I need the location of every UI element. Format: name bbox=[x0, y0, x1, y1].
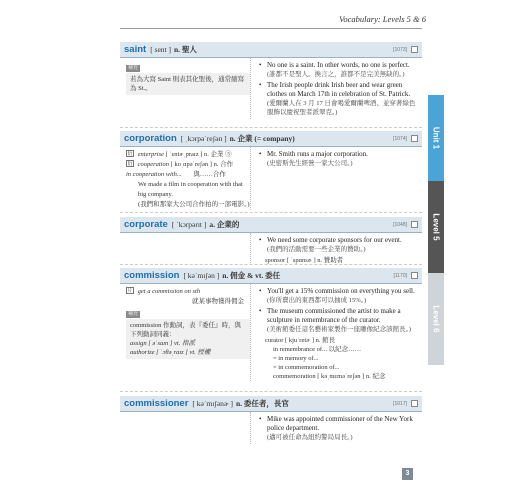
entry-pronunciation: [ sent ] bbox=[150, 45, 172, 54]
tab-level-5[interactable] bbox=[428, 181, 444, 273]
entry-pronunciation: [ kəˈmɪʃən ] bbox=[183, 271, 220, 280]
entry-definition: n. 企業 (= company) bbox=[229, 134, 295, 143]
entry-definition: n. 委任者，長官 bbox=[235, 399, 289, 408]
phrase-item bbox=[126, 287, 250, 297]
derivative-pron: [ koˌɑpəˈreʃən ] bbox=[170, 161, 212, 168]
entry-pronunciation: [ ˈkɔrpərɪt ] bbox=[171, 220, 207, 229]
phrase-text: get a commission on sth bbox=[137, 288, 201, 295]
note-line: commission 作動詞，表『委任』時，與下列動詞同義： bbox=[130, 322, 242, 338]
tab-label: Level 6 bbox=[431, 305, 441, 333]
entry-word: corporate bbox=[124, 219, 168, 230]
note-line: assign [ əˈsaɪn ] vt. 指派 bbox=[130, 340, 195, 347]
example-zh: (美術館委任這名藝術家製作一座雕像紀念該館長。) bbox=[267, 326, 412, 333]
note-text: 若為大寫 Saint 則表其化聖後，通常縮寫為 St.。 bbox=[126, 73, 250, 95]
derivative-pron: [ ˈɛntɚˌpraɪz ] bbox=[165, 151, 203, 158]
example-item bbox=[259, 81, 418, 117]
example-item bbox=[259, 287, 418, 305]
tab-level-6[interactable] bbox=[428, 273, 444, 365]
entry-id: [1074] bbox=[393, 135, 407, 142]
example-en: • You'll get a 15% commission on everything you sell. bbox=[267, 287, 415, 295]
entry-commissioner bbox=[120, 396, 422, 444]
example-zh: (愛爾蘭人在 3 月 17 日會喝愛爾蘭啤酒、並穿著綠色服飾以慶祝聖者派翠克。) bbox=[267, 100, 416, 116]
example-en: • The Irish people drink Irish beer and wear green clothes on March 17th in celebration of St. Patrick. bbox=[267, 81, 411, 98]
example-en: • Mike was appointed commissioner of the New York police department. bbox=[267, 415, 413, 432]
example-en: • Mr. Smith runs a major corporation. bbox=[267, 150, 368, 158]
entry-commission bbox=[120, 268, 422, 381]
derivative-item bbox=[126, 160, 250, 170]
entry-id: [1017] bbox=[393, 400, 407, 407]
tab-unit-1[interactable] bbox=[428, 95, 444, 181]
note-box bbox=[126, 319, 250, 359]
phrase-tag: 片 bbox=[127, 288, 133, 294]
entry-saint bbox=[120, 42, 422, 119]
entry-head bbox=[120, 131, 422, 147]
note-tag: 補充 bbox=[128, 311, 139, 317]
example-zh: (你所賣出的東西都可以抽成 15%。) bbox=[267, 297, 367, 304]
entry-head bbox=[120, 396, 422, 412]
page-header-title: Vocabulary: Levels 5 & 6 bbox=[339, 14, 426, 24]
phrase-definition: 就某事物獲得佣金 bbox=[192, 298, 244, 305]
entry-corporate bbox=[120, 217, 422, 265]
derivative-def: n. 企業 ⑤ bbox=[204, 151, 232, 158]
page-number: 3 bbox=[402, 468, 413, 480]
vocab-note: = in commemoration of... bbox=[273, 364, 340, 371]
header-rule bbox=[120, 28, 422, 29]
entry-divider bbox=[120, 264, 422, 265]
entry-divider bbox=[120, 127, 422, 128]
entry-checkbox[interactable] bbox=[411, 400, 418, 407]
note-tag: 補充 bbox=[128, 65, 139, 71]
entry-divider bbox=[120, 391, 422, 392]
vocab-note: curator [ kjuˈretɚ ] n. 館長 bbox=[265, 337, 336, 344]
entry-definition: n. 聖人 bbox=[174, 45, 197, 54]
example-item bbox=[259, 150, 418, 168]
entry-checkbox[interactable] bbox=[411, 221, 418, 228]
example-item bbox=[259, 307, 418, 334]
phrase-definition: 與……合作 bbox=[193, 171, 226, 178]
entry-checkbox[interactable] bbox=[411, 272, 418, 279]
derivative-word: cooperation bbox=[137, 161, 170, 168]
extra-example-en: We made a film in cooperation with that big company. bbox=[138, 181, 243, 198]
entry-word: commission bbox=[124, 270, 180, 281]
example-zh: (我們的活動需要一些企業的贊助。) bbox=[267, 246, 366, 253]
example-en: • We need some corporate sponsors for our event. bbox=[267, 236, 402, 244]
entry-corporation bbox=[120, 131, 422, 210]
entry-pronunciation: [ ˌkɔrpəˈreʃən ] bbox=[180, 134, 227, 143]
vocab-note: = in memory of... bbox=[273, 355, 319, 362]
phrase-item bbox=[126, 170, 250, 180]
entry-divider bbox=[120, 212, 422, 213]
vocab-note: commemoration [ kəˌmɛməˈreʃən ] n. 紀念 bbox=[273, 373, 386, 380]
example-item bbox=[259, 236, 418, 254]
derivative-word: enterprise bbox=[137, 151, 164, 158]
entry-word: saint bbox=[124, 44, 147, 55]
example-en: • No one is a saint. In other words, no one is perfect. bbox=[267, 61, 410, 69]
entry-word: corporation bbox=[124, 133, 177, 144]
example-zh: (誰都不是聖人。換言之，誰都不是完美無缺的。) bbox=[267, 71, 405, 78]
entry-id: [1170] bbox=[393, 272, 407, 279]
entry-head bbox=[120, 217, 422, 233]
entry-id: [1048] bbox=[393, 221, 407, 228]
phrase-text: in cooperation with... bbox=[126, 171, 182, 178]
derivative-tag: 衍 bbox=[127, 151, 133, 157]
example-zh: (史密斯先生經營一家大公司。) bbox=[267, 160, 353, 167]
entry-id: [1073] bbox=[393, 46, 407, 53]
example-item bbox=[259, 61, 418, 79]
vocab-note: sponsor [ ˈspɑnsɚ ] n. 贊助者 bbox=[265, 257, 344, 264]
entry-checkbox[interactable] bbox=[411, 46, 418, 53]
note-line: authorize [ ˈɔθəˌraɪz ] vt. 授權 bbox=[130, 349, 211, 356]
entry-word: commissioner bbox=[124, 398, 189, 409]
derivative-tag: 衍 bbox=[127, 161, 133, 167]
extra-example-zh: (我們和那家大公司合作拍的一部電影。) bbox=[138, 201, 250, 208]
tab-label: Level 5 bbox=[431, 213, 441, 241]
entry-pronunciation: [ kəˈmɪʃənɚ ] bbox=[192, 399, 233, 408]
entry-head bbox=[120, 268, 422, 284]
example-en: • The museum commissioned the artist to make a sculpture in remembrance of the curator. bbox=[267, 307, 401, 324]
derivative-def: n. 合作 bbox=[213, 161, 234, 168]
entry-head bbox=[120, 42, 422, 58]
tab-label: Unit 1 bbox=[431, 126, 441, 150]
entry-definition: a. 企業的 bbox=[209, 220, 240, 229]
entry-checkbox[interactable] bbox=[411, 135, 418, 142]
entry-definition: n. 佣金 & vt. 委任 bbox=[222, 271, 281, 280]
example-item bbox=[259, 415, 418, 442]
vocab-note: in remembrance of... 以紀念…… bbox=[273, 346, 362, 353]
derivative-item bbox=[126, 150, 250, 160]
example-zh: (邁可被任命為紐約警局局長。) bbox=[267, 434, 353, 441]
